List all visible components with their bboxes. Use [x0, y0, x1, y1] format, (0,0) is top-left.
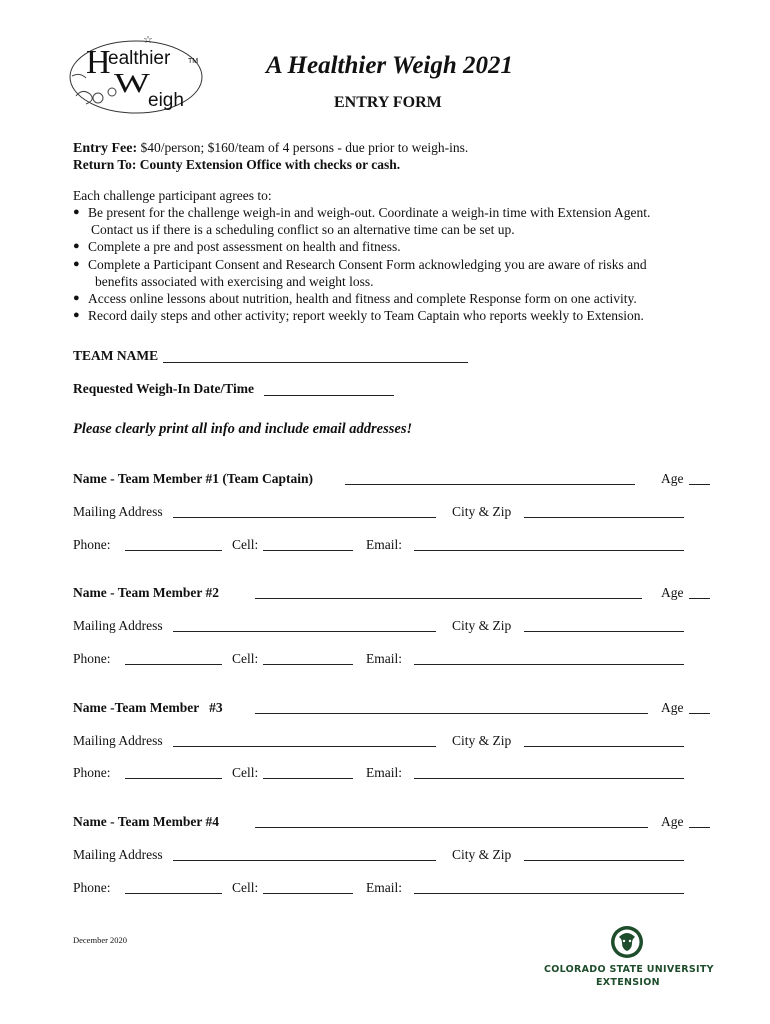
member-3-city-zip-label: City & Zip — [452, 733, 512, 748]
member-3-phone-label: Phone: — [73, 765, 111, 780]
member-2-age-label: Age — [661, 585, 684, 600]
instruction-text: Please clearly print all info and include email addresses! — [73, 421, 413, 437]
member-2-age-field[interactable] — [689, 598, 710, 599]
member-4-city-zip-label: City & Zip — [452, 847, 512, 862]
list-item: ● Complete a pre and post assessment on health and fitness. — [73, 238, 650, 255]
svg-text:W: W — [114, 68, 150, 99]
logo-text-line2: eigh — [148, 90, 184, 111]
member-3-mailing-label: Mailing Address — [73, 733, 163, 748]
entry-fee-label: Entry Fee: — [73, 141, 138, 156]
svg-text:☆: ☆ — [143, 36, 153, 46]
member-1-city-zip-field[interactable] — [524, 517, 684, 518]
member-1-cell-field[interactable] — [263, 550, 353, 551]
member-4-mailing-label: Mailing Address — [73, 847, 163, 862]
member-1-cell-label: Cell: — [232, 537, 259, 552]
member-3-cell-label: Cell: — [232, 765, 259, 780]
logo-tm: TM — [188, 58, 199, 65]
member-4-cell-field[interactable] — [263, 893, 353, 894]
healthier-weigh-logo — [68, 36, 218, 116]
member-4-email-label: Email: — [366, 880, 402, 895]
svg-text:H: H — [86, 44, 111, 81]
member-3-cell-field[interactable] — [263, 778, 353, 779]
member-2-email-field[interactable] — [414, 664, 684, 665]
member-1-age-label: Age — [661, 471, 684, 486]
csu-name-line2: EXTENSION — [596, 977, 660, 988]
return-to-row — [73, 156, 400, 173]
member-4-mailing-field[interactable] — [173, 860, 436, 861]
member-3-email-field[interactable] — [414, 778, 684, 779]
member-3-age-label: Age — [661, 700, 684, 715]
member-1-phone-field[interactable] — [125, 550, 222, 551]
member-2-city-zip-field[interactable] — [524, 631, 684, 632]
list-item: ● Be present for the challenge weigh-in and weigh-out. Coordinate a weigh-in time with Extension Agent. — [73, 204, 650, 221]
member-3-phone-field[interactable] — [125, 778, 222, 779]
member-1-name-field[interactable] — [345, 484, 635, 485]
team-name-label: TEAM NAME — [73, 348, 159, 363]
entry-fee-text: $40/person; $160/team of 4 persons - due prior to weigh-ins. — [140, 140, 469, 155]
return-to-text: County Extension Office with checks or cash. — [139, 157, 401, 172]
member-4-name-field[interactable] — [255, 827, 648, 828]
member-1-mailing-label: Mailing Address — [73, 504, 163, 519]
member-3-city-zip-field[interactable] — [524, 746, 684, 747]
return-to-label: Return To: — [73, 157, 137, 172]
form-subtitle: ENTRY FORM — [334, 94, 442, 111]
member-4-phone-field[interactable] — [125, 893, 222, 894]
member-2-cell-field[interactable] — [263, 664, 353, 665]
team-name-field[interactable] — [163, 362, 468, 363]
entry-fee-row — [73, 139, 468, 157]
member-2-cell-label: Cell: — [232, 651, 259, 666]
agreement-intro: Each challenge participant agrees to: — [73, 188, 272, 203]
member-4-name-label: Name - Team Member #4 — [73, 814, 219, 829]
logo-text-line1: ealthier — [108, 48, 171, 69]
member-3-name-field[interactable] — [255, 713, 648, 714]
member-4-age-label: Age — [661, 814, 684, 829]
list-item-continuation: benefits associated with exercising and weight loss. — [95, 273, 374, 289]
member-4-age-field[interactable] — [689, 827, 710, 828]
member-3-email-label: Email: — [366, 765, 402, 780]
member-4-phone-label: Phone: — [73, 880, 111, 895]
member-1-name-label: Name - Team Member #1 (Team Captain) — [73, 471, 313, 486]
member-2-phone-field[interactable] — [125, 664, 222, 665]
member-4-city-zip-field[interactable] — [524, 860, 684, 861]
member-1-email-field[interactable] — [414, 550, 684, 551]
member-1-phone-label: Phone: — [73, 537, 111, 552]
member-1-age-field[interactable] — [689, 484, 710, 485]
footer-date: December 2020 — [73, 935, 128, 945]
page-title: A Healthier Weigh 2021 — [266, 52, 514, 79]
member-2-city-zip-label: City & Zip — [452, 618, 512, 633]
member-2-email-label: Email: — [366, 651, 402, 666]
member-4-cell-label: Cell: — [232, 880, 259, 895]
csu-ram-logo-icon — [610, 925, 644, 959]
member-2-mailing-field[interactable] — [173, 631, 436, 632]
list-item: ● Complete a Participant Consent and Research Consent Form acknowledging you are aware of risks and — [73, 256, 650, 273]
list-item: ● Record daily steps and other activity; report weekly to Team Captain who reports weekly to Extension. — [73, 307, 650, 324]
member-1-email-label: Email: — [366, 537, 402, 552]
member-3-name-label: Name -Team Member #3 — [73, 700, 223, 715]
member-2-mailing-label: Mailing Address — [73, 618, 163, 633]
agreement-list — [73, 204, 650, 324]
csu-name-line1: COLORADO STATE UNIVERSITY — [544, 964, 714, 975]
member-2-name-label: Name - Team Member #2 — [73, 585, 219, 600]
list-item: ● Access online lessons about nutrition, health and fitness and complete Response form on one activity. — [73, 290, 650, 307]
weigh-in-label: Requested Weigh-In Date/Time — [73, 381, 255, 396]
list-item-continuation: Contact us if there is a scheduling conflict so an alternative time can be set up. — [91, 222, 515, 238]
member-3-age-field[interactable] — [689, 713, 710, 714]
member-1-mailing-field[interactable] — [173, 517, 436, 518]
member-3-mailing-field[interactable] — [173, 746, 436, 747]
weigh-in-field[interactable] — [264, 395, 394, 396]
member-2-phone-label: Phone: — [73, 651, 111, 666]
member-4-email-field[interactable] — [414, 893, 684, 894]
member-1-city-zip-label: City & Zip — [452, 504, 512, 519]
member-2-name-field[interactable] — [255, 598, 642, 599]
